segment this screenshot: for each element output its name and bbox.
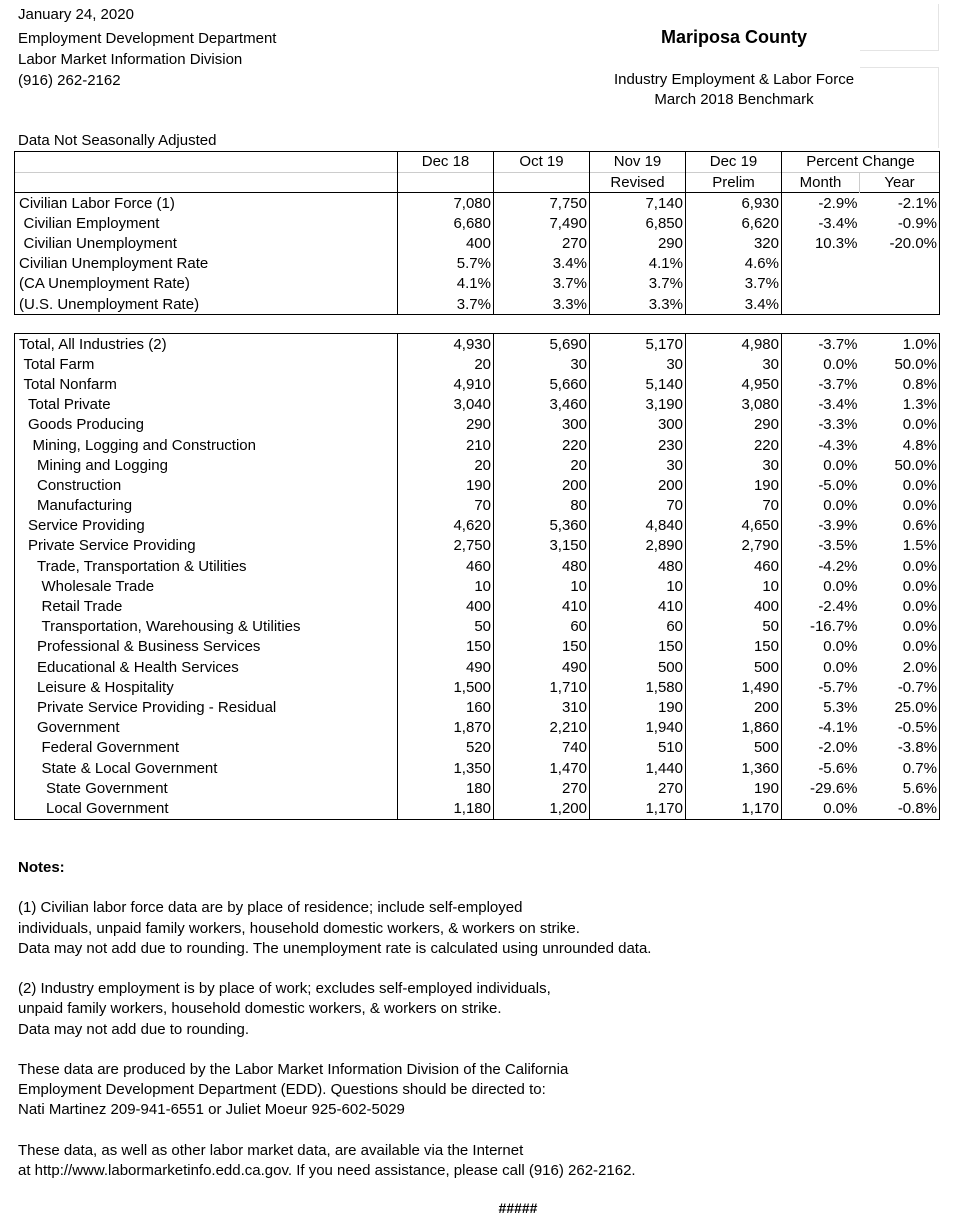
value-cell: 190 [398,475,494,495]
month-change: -3.5% [818,537,858,555]
value-cell: 2,790 [686,536,782,556]
table-row [15,294,940,315]
table-row [15,677,940,697]
value-cell: 400 [686,596,782,616]
col-percent-change: Percent Change [782,152,940,173]
value-cell: 300 [590,415,686,435]
month-change: 0.0% [823,355,858,373]
value-cell: 2,210 [494,718,590,738]
year-change: 0.6% [860,516,940,536]
value-cell: 150 [686,637,782,657]
month-change [782,254,860,274]
notes-title: Notes: [18,859,65,876]
value-cell: 480 [494,556,590,576]
month-change: -5.7% [818,678,858,696]
value-cell: 7,080 [398,193,494,214]
table-row [15,697,940,717]
month-change: -4.2% [818,557,858,575]
year-change: 0.0% [860,617,940,637]
end-mark: ##### [498,1200,538,1216]
value-cell: 1,170 [590,798,686,819]
value-cell: 3.7% [398,294,494,315]
month-change: 0.0% [823,497,858,515]
value-cell: 10 [686,576,782,596]
table-row [15,254,940,274]
value-cell: 6,620 [686,213,782,233]
row-label: Service Providing [15,516,398,536]
year-change [860,294,940,315]
month-change: 0.0% [823,638,858,656]
year-change: 1.0% [860,334,940,355]
row-label: Total Farm [15,354,398,374]
year-change: -0.5% [860,718,940,738]
value-cell: 1,580 [590,677,686,697]
month-change: -3.9% [818,517,858,535]
row-label: Total, All Industries (2) [15,334,398,355]
table-row [15,455,940,475]
month-change: 0.0% [823,658,858,676]
value-cell: 60 [494,617,590,637]
row-label: Transportation, Warehousing & Utilities [15,617,398,637]
value-cell: 3,190 [590,395,686,415]
value-cell: 190 [686,778,782,798]
value-cell: 10 [398,576,494,596]
month-change: -3.3% [818,416,858,434]
value-cell: 2,750 [398,536,494,556]
year-change: 0.0% [860,576,940,596]
value-cell: 50 [398,617,494,637]
value-cell: 460 [398,556,494,576]
year-change: 0.0% [860,475,940,495]
value-cell: 4,620 [398,516,494,536]
table-row [15,536,940,556]
value-cell: 1,860 [686,718,782,738]
row-label: Professional & Business Services [15,637,398,657]
row-label: Private Service Providing - Residual [15,697,398,717]
table-row [15,475,940,495]
col-dec19-sub: Prelim [686,172,782,193]
value-cell: 150 [590,637,686,657]
benchmark-label: March 2018 Benchmark [654,91,814,108]
value-cell: 3,150 [494,536,590,556]
value-cell: 4,980 [686,334,782,355]
value-cell: 1,170 [686,798,782,819]
value-cell: 30 [494,354,590,374]
year-change: -20.0% [860,233,940,253]
year-change: 0.0% [860,637,940,657]
value-cell: 490 [398,657,494,677]
year-change [860,254,940,274]
note-contact [18,1060,918,1121]
value-cell: 7,750 [494,193,590,214]
col-year: Year [860,172,940,193]
table-row [15,395,940,415]
year-change: 0.8% [860,374,940,394]
value-cell: 6,680 [398,213,494,233]
row-label: Mining and Logging [15,455,398,475]
month-change [782,274,860,294]
row-label: Civilian Employment [15,213,398,233]
value-cell: 30 [686,354,782,374]
table-row [15,738,940,758]
value-cell: 1,440 [590,758,686,778]
value-cell: 5.7% [398,254,494,274]
table-row [15,798,940,819]
value-cell: 520 [398,738,494,758]
month-change: -4.1% [818,719,858,737]
value-cell: 4.6% [686,254,782,274]
note-internet [18,1141,918,1181]
month-change: -3.4% [818,396,858,414]
note-line: Employment Development Department (EDD). Questions should be directed to: [18,1081,546,1099]
value-cell: 30 [590,455,686,475]
value-cell: 1,360 [686,758,782,778]
row-label: State & Local Government [15,758,398,778]
county-title: Mariposa County [660,27,807,47]
value-cell: 740 [494,738,590,758]
value-cell: 290 [686,415,782,435]
value-cell: 5,360 [494,516,590,536]
division-name: Labor Market Information Division [18,51,243,68]
value-cell: 6,930 [686,193,782,214]
col-dec18: Dec 18 [398,152,494,173]
note-line: unpaid family workers, household domestic workers, & workers on strike. [18,1000,502,1018]
value-cell: 6,850 [590,213,686,233]
note-line: at http://www.labormarketinfo.edd.ca.gov. If you need assistance, please call (916) 262-2162. [18,1161,636,1179]
month-change: -5.6% [818,759,858,777]
value-cell: 3.3% [494,294,590,315]
value-cell: 290 [590,233,686,253]
value-cell: 270 [494,233,590,253]
value-cell: 20 [494,455,590,475]
value-cell: 80 [494,496,590,516]
col-nov19: Nov 19 [590,152,686,173]
value-cell: 4,930 [398,334,494,355]
row-label: Government [15,718,398,738]
value-cell: 220 [686,435,782,455]
value-cell: 180 [398,778,494,798]
row-label: Retail Trade [15,596,398,616]
value-cell: 5,170 [590,334,686,355]
value-cell: 30 [686,455,782,475]
col-month: Month [782,172,860,193]
row-label: (U.S. Unemployment Rate) [15,294,398,315]
month-change: 5.3% [823,698,858,716]
year-change: -3.8% [860,738,940,758]
cell-outline [860,67,939,148]
row-label: Manufacturing [15,496,398,516]
value-cell: 400 [398,596,494,616]
table-row [15,496,940,516]
value-cell: 1,940 [590,718,686,738]
header-blank [15,172,398,193]
value-cell: 310 [494,697,590,717]
value-cell: 3,080 [686,395,782,415]
value-cell: 1,470 [494,758,590,778]
row-label: (CA Unemployment Rate) [15,274,398,294]
value-cell: 410 [590,596,686,616]
value-cell: 4,950 [686,374,782,394]
value-cell: 3.4% [494,254,590,274]
row-label: Civilian Unemployment Rate [15,254,398,274]
value-cell: 10 [494,576,590,596]
value-cell: 4,650 [686,516,782,536]
month-change: -3.7% [818,375,858,393]
value-cell: 70 [686,496,782,516]
value-cell: 480 [590,556,686,576]
table-row [15,758,940,778]
col-oct19: Oct 19 [494,152,590,173]
year-change [860,274,940,294]
value-cell: 1,350 [398,758,494,778]
value-cell: 20 [398,354,494,374]
value-cell: 30 [590,354,686,374]
value-cell: 3,460 [494,395,590,415]
report-date: January 24, 2020 [18,6,134,23]
industry-employment-table [14,333,940,820]
year-change: -0.9% [860,213,940,233]
value-cell: 4,910 [398,374,494,394]
value-cell: 70 [590,496,686,516]
value-cell: 70 [398,496,494,516]
row-label: Total Nonfarm [15,374,398,394]
value-cell: 150 [494,637,590,657]
row-label: Wholesale Trade [15,576,398,596]
value-cell: 150 [398,637,494,657]
row-label: Civilian Unemployment [15,233,398,253]
value-cell: 20 [398,455,494,475]
note-line: (2) Industry employment is by place of work; excludes self-employed individuals, [18,980,551,998]
year-change: 2.0% [860,657,940,677]
year-change: 4.8% [860,435,940,455]
value-cell: 500 [590,657,686,677]
value-cell: 200 [686,697,782,717]
note-2 [18,979,918,1040]
year-change: 50.0% [860,354,940,374]
col-dec18-sub [398,172,494,193]
year-change: 0.0% [860,496,940,516]
value-cell: 510 [590,738,686,758]
table-row [15,213,940,233]
value-cell: 4.1% [590,254,686,274]
table-row [15,435,940,455]
month-change: 0.0% [782,798,860,819]
year-change: 5.6% [860,778,940,798]
year-change: 1.5% [860,536,940,556]
table-row [15,718,940,738]
col-oct19-sub [494,172,590,193]
table-row [15,516,940,536]
year-change: 1.3% [860,395,940,415]
value-cell: 3,040 [398,395,494,415]
value-cell: 5,660 [494,374,590,394]
value-cell: 3.7% [686,274,782,294]
row-label: Federal Government [15,738,398,758]
value-cell: 270 [494,778,590,798]
row-label: Private Service Providing [15,536,398,556]
month-change: 10.3% [814,234,858,252]
row-label: Trade, Transportation & Utilities [15,556,398,576]
note-line: Data may not add due to rounding. [18,1020,249,1038]
note-line: Data may not add due to rounding. The unemployment rate is calculated using unrounded data. [18,939,652,957]
value-cell: 220 [494,435,590,455]
year-change: 25.0% [860,697,940,717]
notes-section [18,858,918,1201]
month-change: -3.7% [782,334,860,355]
note-line: individuals, unpaid family workers, household domestic workers, & workers on strike. [18,919,580,937]
header-blank [15,152,398,173]
value-cell: 60 [590,617,686,637]
year-change: -0.7% [860,677,940,697]
table-row [15,617,940,637]
value-cell: 300 [494,415,590,435]
value-cell: 4.1% [398,274,494,294]
month-change: 0.0% [823,577,858,595]
value-cell: 4,840 [590,516,686,536]
table-row [15,274,940,294]
value-cell: 10 [590,576,686,596]
value-cell: 230 [590,435,686,455]
cell-outline [860,4,939,51]
value-cell: 50 [686,617,782,637]
table-row [15,596,940,616]
row-label: Construction [15,475,398,495]
value-cell: 1,490 [686,677,782,697]
value-cell: 320 [686,233,782,253]
value-cell: 5,690 [494,334,590,355]
month-change: -2.9% [782,193,860,214]
value-cell: 7,140 [590,193,686,214]
report-subtitle: Industry Employment & Labor Force [613,71,855,88]
month-change: -29.6% [809,779,858,797]
row-label: Leisure & Hospitality [15,677,398,697]
row-label: Mining, Logging and Construction [15,435,398,455]
value-cell: 190 [686,475,782,495]
row-label: Total Private [15,395,398,415]
table-row [15,576,940,596]
value-cell: 200 [590,475,686,495]
month-change: -4.3% [818,436,858,454]
value-cell: 1,200 [494,798,590,819]
year-change: 0.0% [860,415,940,435]
value-cell: 1,870 [398,718,494,738]
table-row [15,374,940,394]
value-cell: 270 [590,778,686,798]
row-label: Civilian Labor Force (1) [15,193,398,214]
note-line: These data are produced by the Labor Market Information Division of the California [18,1060,569,1078]
year-change: 0.0% [860,596,940,616]
row-label: Educational & Health Services [15,657,398,677]
value-cell: 3.4% [686,294,782,315]
month-change: -5.0% [818,476,858,494]
value-cell: 400 [398,233,494,253]
table-row [15,334,940,355]
month-change: 0.0% [823,456,858,474]
phone-number: (916) 262-2162 [18,72,121,89]
value-cell: 200 [494,475,590,495]
row-label: Goods Producing [15,415,398,435]
note-1 [18,898,918,959]
value-cell: 190 [590,697,686,717]
value-cell: 5,140 [590,374,686,394]
table-row [15,637,940,657]
value-cell: 210 [398,435,494,455]
value-cell: 2,890 [590,536,686,556]
value-cell: 490 [494,657,590,677]
note-line: (1) Civilian labor force data are by place of residence; include self-employed [18,899,523,917]
value-cell: 1,500 [398,677,494,697]
value-cell: 1,710 [494,677,590,697]
note-line: These data, as well as other labor market data, are available via the Internet [18,1141,524,1159]
table-row [15,778,940,798]
table-row [15,657,940,677]
note-line: Nati Martinez 209-941-6551 or Juliet Moeur 925-602-5029 [18,1101,405,1119]
month-change: -2.0% [818,739,858,757]
col-dec19: Dec 19 [686,152,782,173]
labor-force-table [14,151,940,315]
value-cell: 160 [398,697,494,717]
month-change: -3.4% [818,214,858,232]
year-change: -0.8% [860,798,940,819]
table-row [15,415,940,435]
row-label: Local Government [15,798,398,819]
value-cell: 7,490 [494,213,590,233]
value-cell: 3.7% [494,274,590,294]
value-cell: 410 [494,596,590,616]
month-change [782,294,860,315]
col-nov19-sub: Revised [590,172,686,193]
department-name: Employment Development Department [18,30,277,47]
table-row [15,556,940,576]
row-label: State Government [15,778,398,798]
month-change: -2.4% [818,598,858,616]
value-cell: 500 [686,738,782,758]
value-cell: 460 [686,556,782,576]
value-cell: 500 [686,657,782,677]
year-change: 0.0% [860,556,940,576]
month-change: -16.7% [809,618,858,636]
year-change: -2.1% [860,193,940,214]
table-row [15,193,940,214]
seasonal-adjustment-note: Data Not Seasonally Adjusted [18,132,217,149]
value-cell: 3.3% [590,294,686,315]
value-cell: 290 [398,415,494,435]
year-change: 50.0% [860,455,940,475]
year-change: 0.7% [860,758,940,778]
table-row [15,233,940,253]
value-cell: 3.7% [590,274,686,294]
table-row [15,354,940,374]
value-cell: 1,180 [398,798,494,819]
